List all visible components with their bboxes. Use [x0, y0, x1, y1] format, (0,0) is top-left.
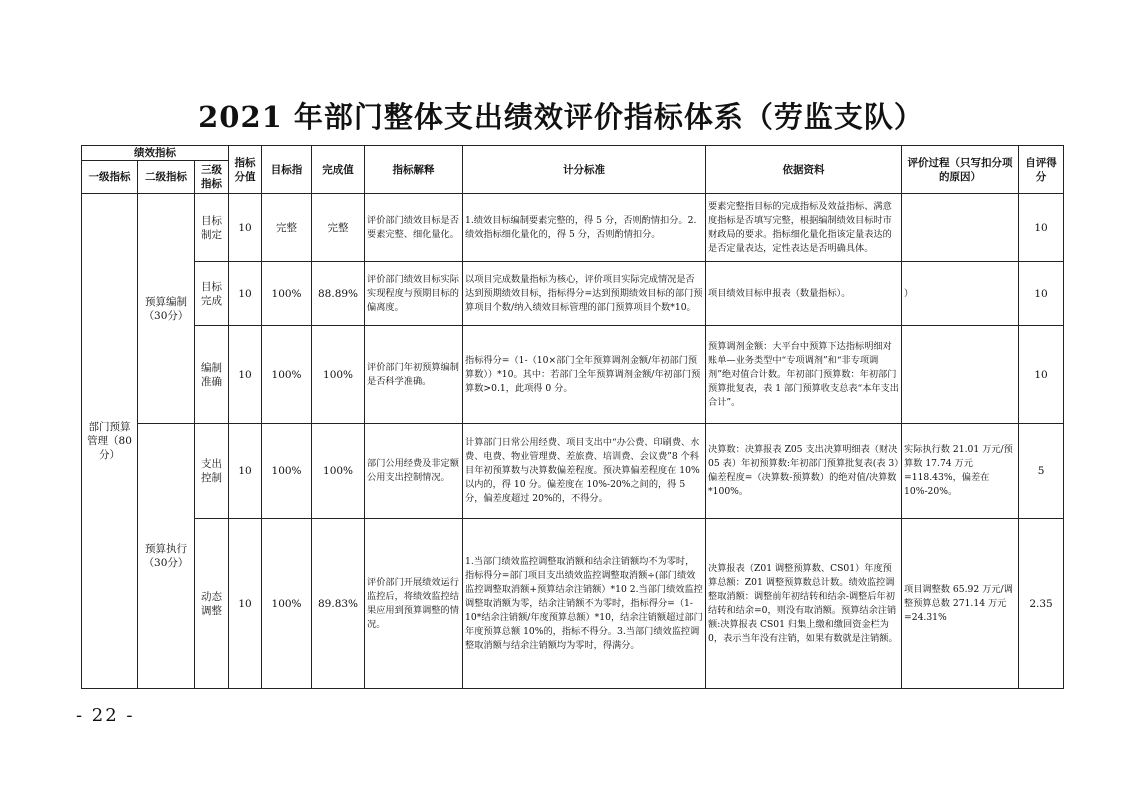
weight-cell: 10 [229, 194, 262, 262]
header-actual: 完成值 [312, 146, 365, 194]
level3-cell: 编制准确 [195, 326, 229, 424]
criteria-cell: 计算部门日常公用经费、项目支出中“办公费、印刷费、水费、电费、物业管理费、差旅费、培训费、会议费”8 个科目年初预算数与决算数偏差程度。预决算偏差程度在 10%以内的，得 10 分。偏差度在 10%-20%之间的，得 5 分，偏差度超过 20%的，不得分。 [463, 424, 706, 519]
target-cell: 完整 [262, 194, 312, 262]
actual-cell: 完整 [312, 194, 365, 262]
actual-cell: 88.89% [312, 262, 365, 326]
self-score-cell: 10 [1019, 326, 1064, 424]
header-criteria: 计分标准 [463, 146, 706, 194]
actual-cell: 100% [312, 424, 365, 519]
weight-cell: 10 [229, 262, 262, 326]
basis-cell: 要素完整指目标的完成指标及效益指标、满意度指标是否填写完整，根据编制绩效目标时市财政局的要求。指标细化量化指该定量表达的是否定量表达，定性表达是否明确具体。 [706, 194, 902, 262]
weight-cell: 10 [229, 424, 262, 519]
header-level1: 一级指标 [82, 161, 138, 194]
header-process: 评价过程（只写扣分项的原因） [902, 146, 1019, 194]
header-self-score: 自评得分 [1019, 146, 1064, 194]
level3-cell: 目标完成 [195, 262, 229, 326]
process-cell [902, 326, 1019, 424]
explain-cell: 评价部门绩效目标实际实现程度与预期目标的偏离度。 [365, 262, 463, 326]
level3-cell: 动态调整 [195, 519, 229, 689]
header-level3: 三级指标 [195, 161, 229, 194]
self-score-cell: 2.35 [1019, 519, 1064, 689]
page-title: 2021 年部门整体支出绩效评价指标体系（劳监支队） [198, 100, 924, 134]
level3-cell: 目标制定 [195, 194, 229, 262]
header-level2: 二级指标 [138, 161, 195, 194]
level3-cell: 支出控制 [195, 424, 229, 519]
weight-cell: 10 [229, 519, 262, 689]
actual-cell: 100% [312, 326, 365, 424]
criteria-cell: 1.绩效目标编制要素完整的，得 5 分，否则酌情扣分。2.绩效指标细化量化的，得 5 分，否则酌情扣分。 [463, 194, 706, 262]
header-weight: 指标分值 [229, 146, 262, 194]
table-row [82, 262, 1064, 326]
page-number: - 22 - [76, 705, 135, 726]
self-score-cell: 10 [1019, 262, 1064, 326]
process-cell: 实际执行数 21.01 万元/预算数 17.74 万元=118.43%，偏差在 10%-20%。 [902, 424, 1019, 519]
table-row [82, 424, 1064, 519]
basis-cell: 决算报表（Z01 调整预算数、CS01）年度预算总额：Z01 调整预算数总计数。绩效监控调整取消额：调整前年初结转和结余-调整后年初结转和结余=0，则没有取消额。预算结余注销额:决算报表 CS01 归集上缴和缴回资金栏为 0，表示当年没有注销，如果有数就是注销额。 [706, 519, 902, 689]
basis-cell: 预算调剂金额：大平台中预算下达指标明细对账单—业务类型中“专项调剂”和“非专项调剂”绝对值合计数。年初部门预算数：年初部门预算批复表，表 1 部门预算收支总表“本年支出合计”。 [706, 326, 902, 424]
criteria-cell: 以项目完成数量指标为核心，评价项目实际完成情况是否达到预期绩效目标，指标得分=达到预期绩效目标的部门预算项目个数/纳入绩效目标管理的部门预算项目个数*10。 [463, 262, 706, 326]
basis-cell: 决算数：决算报表 Z05 支出决算明细表（财决 05 表）年初预算数:年初部门预算批复表(表 3）偏差程度=（决算数-预算数）的绝对值/决算数*100%。 [706, 424, 902, 519]
target-cell: 100% [262, 519, 312, 689]
header-row-1 [82, 146, 1064, 161]
criteria-cell: 指标得分=（1-（10×部门全年预算调剂金额/年初部门预算数））*10。其中：若部门全年预算调剂金额/年初部门预算数>0.1，此项得 0 分。 [463, 326, 706, 424]
table-row [82, 326, 1064, 424]
level1-cell: 部门预算管理（80分） [82, 194, 138, 689]
explain-cell: 评价部门年初预算编制是否科学准确。 [365, 326, 463, 424]
basis-cell: 项目绩效目标申报表（数量指标）。 [706, 262, 902, 326]
table-row [82, 194, 1064, 262]
criteria-cell: 1.当部门绩效监控调整取消额和结余注销额均不为零时，指标得分=部门项目支出绩效监控调整取消额÷(部门绩效监控调整取消额+预算结余注销额）*10 2.当部门绩效监控调整取消额为零，结余注销额不为零时，指标得分=（1-10*结余注销额/年度预算总额）*10，结余注销额超过部门年度预算总额 10%的，指标不得分。3.当部门绩效监控调整取消额与结余注销额均为零时，得满分。 [463, 519, 706, 689]
process-cell [902, 194, 1019, 262]
explain-cell: 评价部门开展绩效运行监控后，将绩效监控结果应用到预算调整的情况。 [365, 519, 463, 689]
self-score-cell: 5 [1019, 424, 1064, 519]
process-cell: ） [902, 262, 1019, 326]
target-cell: 100% [262, 326, 312, 424]
header-group: 绩效指标 [82, 146, 229, 161]
table-row [82, 519, 1064, 689]
process-cell: 项目调整数 65.92 万元/调整预算总数 271.14 万元=24.31% [902, 519, 1019, 689]
weight-cell: 10 [229, 326, 262, 424]
explain-cell: 部门公用经费及非定额公用支出控制情况。 [365, 424, 463, 519]
target-cell: 100% [262, 424, 312, 519]
header-explain: 指标解释 [365, 146, 463, 194]
actual-cell: 89.83% [312, 519, 365, 689]
indicator-table [81, 145, 1064, 689]
header-basis: 依据资料 [706, 146, 902, 194]
header-target: 目标指 [262, 146, 312, 194]
self-score-cell: 10 [1019, 194, 1064, 262]
level2-cell: 预算编制（30分） [138, 194, 195, 424]
explain-cell: 评价部门绩效目标是否要素完整、细化量化。 [365, 194, 463, 262]
level2-cell: 预算执行（30分） [138, 424, 195, 689]
target-cell: 100% [262, 262, 312, 326]
